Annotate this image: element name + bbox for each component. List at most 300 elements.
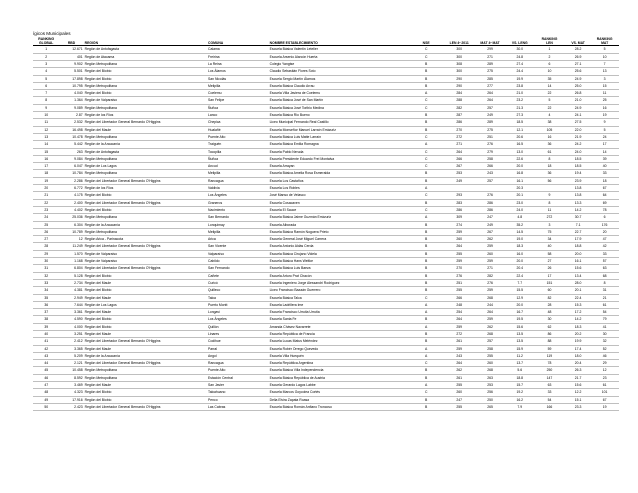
cell-rank-mat: 32 — [590, 338, 619, 345]
cell-nse: B — [407, 221, 444, 228]
cell-len2011: 272 — [445, 330, 474, 337]
cell-nse: A — [407, 323, 444, 330]
cell-rbd: 9.902 — [59, 61, 83, 68]
cell-global: 38 — [33, 316, 59, 323]
cell-rank-len: 1 — [533, 46, 566, 53]
header-rank-len: LEN — [533, 41, 566, 46]
cell-rank-mat: 19 — [590, 403, 619, 410]
cell-len2011: 267 — [445, 163, 474, 170]
cell-mat2011: 275 — [474, 126, 507, 133]
cell-rank-len: 38 — [533, 119, 566, 126]
cell-len2011: 251 — [445, 279, 474, 286]
cell-comuna: Cañete — [207, 272, 269, 279]
cell-rbd: 5.209 — [59, 352, 83, 359]
cell-region: Región del Biobío — [84, 272, 207, 279]
cell-mat2011: 255 — [474, 352, 507, 359]
cell-comuna: San Bernardo — [207, 214, 269, 221]
table-row — [33, 82, 619, 89]
cell-mat2011: 262 — [474, 323, 507, 330]
cell-rbd: 6.304 — [59, 221, 83, 228]
table-row — [33, 389, 619, 396]
cell-rank-mat: 30 — [590, 330, 619, 337]
cell-rank-mat: 63 — [590, 265, 619, 272]
cell-global: 24 — [33, 214, 59, 221]
cell-comuna: Puerto Montt — [207, 301, 269, 308]
cell-mat2011: 259 — [474, 243, 507, 250]
cell-rbd: 2.423 — [59, 403, 83, 410]
cell-nse: B — [407, 243, 444, 250]
table-row — [33, 323, 619, 330]
cell-nombre: Escuela Básica Hans Weitke — [269, 258, 408, 265]
cell-rank-len: 59 — [533, 345, 566, 352]
cell-vs-mat: 22.0 — [566, 126, 590, 133]
cell-rank-mat: 78 — [590, 206, 619, 213]
cell-nombre: Escuela Básica Talca — [269, 294, 408, 301]
cell-region: Región del Libertador General Bernardo O'Higgins — [84, 338, 207, 345]
cell-nse: B — [407, 265, 444, 272]
cell-nombre: Escuela Alborada — [269, 221, 408, 228]
table-row — [33, 396, 619, 403]
cell-vs-len: 15.9 — [507, 345, 533, 352]
cell-rank-mat: 68 — [590, 272, 619, 279]
cell-global: 44 — [33, 360, 59, 367]
cell-len2011: 284 — [445, 90, 474, 97]
cell-len2011: 290 — [445, 75, 474, 82]
cell-nombre: Escuela Ingeniero Jorge Alessandri Rodríguez — [269, 279, 408, 286]
cell-rank-mat: 39 — [590, 155, 619, 162]
cell-rbd: 25.036 — [59, 214, 83, 221]
cell-vs-len: 16.8 — [507, 170, 533, 177]
cell-nombre: Escuela Ladrillera Ime — [269, 301, 408, 308]
cell-rank-len: 8 — [533, 155, 566, 162]
cell-comuna: San Javier — [207, 382, 269, 389]
cell-nombre: Escuela Básica Jaime Guzmán Errázuriz — [269, 214, 408, 221]
cell-nse: B — [407, 170, 444, 177]
cell-comuna: Talcahuano — [207, 389, 269, 396]
cell-len2011: 282 — [445, 104, 474, 111]
header-vs-mat: VS. MAT — [566, 41, 590, 46]
cell-len2011: 276 — [445, 272, 474, 279]
cell-len2011: 288 — [445, 97, 474, 104]
cell-region: Región de Antofagasta — [84, 148, 207, 155]
cell-rbd: 10.795 — [59, 82, 83, 89]
cell-mat2011: 282 — [474, 272, 507, 279]
cell-len2011: 264 — [445, 316, 474, 323]
cell-rank-mat: 20 — [590, 228, 619, 235]
cell-mat2011: 258 — [474, 155, 507, 162]
cell-global: 21 — [33, 192, 59, 199]
cell-nse: B — [407, 199, 444, 206]
cell-nombre: Escuela Cosacaven — [269, 199, 408, 206]
cell-nombre: Escuela Gerardo Lagos Labbe — [269, 382, 408, 389]
cell-rank-len: 35 — [533, 75, 566, 82]
cell-rank-mat: 25 — [590, 97, 619, 104]
header-comuna: COMUNA — [207, 41, 269, 46]
cell-comuna: Quilleco — [207, 287, 269, 294]
cell-region: Región de los Ríos — [84, 112, 207, 119]
cell-region: Región del Libertador General Bernardo O'Higgins — [84, 403, 207, 410]
cell-global: 50 — [33, 403, 59, 410]
cell-rank-len: 147 — [533, 374, 566, 381]
cell-region: Región del Biobío — [84, 396, 207, 403]
cell-rank-len: 60 — [533, 287, 566, 294]
cell-len2011: 259 — [445, 345, 474, 352]
cell-nse: B — [407, 112, 444, 119]
cell-rbd: 9.089 — [59, 104, 83, 111]
cell-vs-len: 15.6 — [507, 323, 533, 330]
cell-rank-len: 4 — [533, 112, 566, 119]
cell-nse: C — [407, 389, 444, 396]
table-row — [33, 403, 619, 410]
cell-nse: B — [407, 367, 444, 374]
table-row — [33, 360, 619, 367]
cell-rank-mat: 16 — [590, 104, 619, 111]
cell-vs-mat: 22.4 — [566, 294, 590, 301]
cell-rank-len: 22 — [533, 104, 566, 111]
cell-vs-len: 19.9 — [507, 75, 533, 82]
cell-rank-len: 16 — [533, 133, 566, 140]
cell-region: Región de la Araucanía — [84, 141, 207, 148]
cell-global: 37 — [33, 309, 59, 316]
cell-rbd: 2.734 — [59, 279, 83, 286]
cell-len2011: 255 — [445, 250, 474, 257]
cell-rbd: 16.498 — [59, 126, 83, 133]
cell-rank-len: 62 — [533, 323, 566, 330]
cell-comuna: Parral — [207, 345, 269, 352]
cell-vs-mat: 13.8 — [566, 192, 590, 199]
cell-len2011: 255 — [445, 382, 474, 389]
cell-global: 49 — [33, 396, 59, 403]
cell-mat2011: 268 — [474, 330, 507, 337]
cell-vs-len: 19.0 — [507, 236, 533, 243]
cell-vs-len: 16.2 — [507, 396, 533, 403]
table-row — [33, 272, 619, 279]
cell-comuna: Calama — [207, 46, 269, 53]
header-rank-len-top: RANKING — [541, 37, 558, 41]
cell-global: 13 — [33, 133, 59, 140]
cell-global: 18 — [33, 170, 59, 177]
cell-nse: C — [407, 104, 444, 111]
cell-rbd: 4.402 — [59, 206, 83, 213]
table-row — [33, 301, 619, 308]
cell-nombre: Escuela Santa Fe — [269, 316, 408, 323]
cell-vs-mat: 26.9 — [566, 53, 590, 60]
cell-region: Región de Antofagasta — [84, 46, 207, 53]
table-row — [33, 206, 619, 213]
cell-rank-len: 2 — [533, 53, 566, 60]
cell-mat2011 — [474, 185, 507, 192]
cell-rbd: 2.949 — [59, 294, 83, 301]
cell-rbd: 2.87 — [59, 112, 83, 119]
cell-mat2011: 257 — [474, 338, 507, 345]
cell-rank-mat: 19 — [590, 112, 619, 119]
cell-len2011: 309 — [445, 214, 474, 221]
cell-region: Región del Libertador General Bernardo O'Higgins — [84, 119, 207, 126]
cell-rbd: 10.784 — [59, 170, 83, 177]
cell-len2011: 262 — [445, 367, 474, 374]
cell-vs-mat: 17.2 — [566, 309, 590, 316]
cell-vs-mat: 28.0 — [566, 279, 590, 286]
table-row — [33, 148, 619, 155]
cell-mat2011: 271 — [474, 53, 507, 60]
cell-nse: B — [407, 228, 444, 235]
cell-vs-len: 22.6 — [507, 155, 533, 162]
cell-nse: C — [407, 148, 444, 155]
cell-vs-mat: 24.9 — [566, 75, 590, 82]
cell-vs-len: 16.5 — [507, 141, 533, 148]
cell-len2011: 255 — [445, 287, 474, 294]
header-nse: NSE — [407, 41, 444, 46]
cell-rbd: 11.249 — [59, 243, 83, 250]
cell-region: Región Metropolitana — [84, 170, 207, 177]
cell-global: 40 — [33, 330, 59, 337]
cell-global: 45 — [33, 367, 59, 374]
cell-global: 1 — [33, 46, 59, 53]
cell-rbd: 8.592 — [59, 374, 83, 381]
cell-mat2011: 279 — [474, 148, 507, 155]
cell-vs-mat: 20.1 — [566, 287, 590, 294]
cell-comuna: Valdivia — [207, 185, 269, 192]
cell-nse: B — [407, 374, 444, 381]
cell-vs-len: 27.3 — [507, 112, 533, 119]
cell-region: Región del Biobío — [84, 68, 207, 75]
cell-comuna: La Reina — [207, 61, 269, 68]
cell-rbd: 2.400 — [59, 199, 83, 206]
cell-rank-mat: 13 — [590, 68, 619, 75]
cell-vs-len: 19.2 — [507, 389, 533, 396]
cell-len2011: 283 — [445, 199, 474, 206]
cell-mat2011: 259 — [474, 316, 507, 323]
cell-vs-mat: 20.2 — [566, 330, 590, 337]
cell-rbd: 4.040 — [59, 90, 83, 97]
cell-nse: C — [407, 97, 444, 104]
cell-rbd: 5.128 — [59, 272, 83, 279]
cell-rbd: 3.365 — [59, 345, 83, 352]
cell-len2011: 266 — [445, 294, 474, 301]
cell-region: Región del Maule — [84, 345, 207, 352]
table-row — [33, 90, 619, 97]
cell-global: 42 — [33, 345, 59, 352]
cell-region: Región del Biobío — [84, 389, 207, 396]
cell-rank-len: 58 — [533, 250, 566, 257]
cell-nombre: Escuela Básica Luis Baeza — [269, 265, 408, 272]
cell-nse: B — [407, 61, 444, 68]
cell-mat2011: 257 — [474, 104, 507, 111]
cell-comuna: Rancagua — [207, 360, 269, 367]
cell-region: Región de la Araucanía — [84, 352, 207, 359]
cell-nombre: Escuela General José Miguel Carrera — [269, 236, 408, 243]
cell-comuna: Los Ángeles — [207, 192, 269, 199]
cell-comuna: Ñuñoa — [207, 104, 269, 111]
cell-global: 7 — [33, 90, 59, 97]
cell-rank-len: 82 — [533, 294, 566, 301]
cell-nombre: Escuela Básica Villa Independencia — [269, 367, 408, 374]
table-row — [33, 68, 619, 75]
cell-len2011: 261 — [445, 338, 474, 345]
cell-global: 48 — [33, 389, 59, 396]
cell-mat2011: 268 — [474, 367, 507, 374]
cell-len2011: 264 — [445, 148, 474, 155]
cell-nse: B — [407, 403, 444, 410]
cell-nse: C — [407, 133, 444, 140]
cell-vs-mat: 13.3 — [566, 199, 590, 206]
cell-comuna: Tocopilla — [207, 148, 269, 155]
cell-len2011: 247 — [445, 396, 474, 403]
cell-rbd: 10.458 — [59, 367, 83, 374]
cell-len2011: 274 — [445, 221, 474, 228]
cell-comuna: Los Álamos — [207, 68, 269, 75]
table-row — [33, 287, 619, 294]
cell-nombre: Escuela Básica Rio Bueno — [269, 112, 408, 119]
cell-rank-len: 27 — [533, 258, 566, 265]
cell-vs-len: 11.2 — [507, 352, 533, 359]
cell-mat2011: 259 — [474, 287, 507, 294]
cell-rank-mat: 57 — [590, 258, 619, 265]
cell-mat2011: 251 — [474, 133, 507, 140]
cell-nombre: Escuela Básica Román Anfiano Troncoso — [269, 403, 408, 410]
cell-global: 20 — [33, 185, 59, 192]
cell-nse: B — [407, 338, 444, 345]
cell-vs-len: 20.6 — [507, 133, 533, 140]
cell-rank-mat: 11 — [590, 90, 619, 97]
cell-mat2011: 262 — [474, 236, 507, 243]
cell-rbd: 5.501 — [59, 68, 83, 75]
cell-vs-len: 20.0 — [507, 163, 533, 170]
cell-vs-mat: 17.9 — [566, 236, 590, 243]
cell-rank-mat: 12 — [590, 367, 619, 374]
cell-nse: B — [407, 82, 444, 89]
cell-mat2011: 253 — [474, 382, 507, 389]
cell-rbd: 4.323 — [59, 389, 83, 396]
cell-rank-len: 151 — [533, 279, 566, 286]
cell-nombre: Escuela Presidente Eduardo Frei Montalva — [269, 155, 408, 162]
cell-vs-len: 16.7 — [507, 309, 533, 316]
cell-rank-len: 63 — [533, 382, 566, 389]
cell-comuna: Chepica — [207, 119, 269, 126]
table-row — [33, 330, 619, 337]
cell-vs-mat: 23.3 — [566, 403, 590, 410]
cell-global: 34 — [33, 287, 59, 294]
cell-nombre: Escuela Marcos Goycolea Cortés — [269, 389, 408, 396]
cell-region: Región Metropolitana — [84, 104, 207, 111]
cell-nombre: Escuela Básica Ramón Noguera Prieto — [269, 228, 408, 235]
cell-rbd: 10.789 — [59, 228, 83, 235]
header-rank-mat: MAT — [590, 41, 619, 46]
cell-region: Región de Los Lagos — [84, 163, 207, 170]
cell-comuna: Lonquimay — [207, 221, 269, 228]
cell-comuna: San Felipe — [207, 97, 269, 104]
cell-global: 41 — [33, 338, 59, 345]
cell-mat2011: 250 — [474, 396, 507, 403]
cell-vs-len: 7.9 — [507, 403, 533, 410]
cell-comuna: Melipilla — [207, 228, 269, 235]
cell-len2011: 249 — [445, 177, 474, 184]
cell-vs-mat: 24.9 — [566, 104, 590, 111]
cell-global: 43 — [33, 352, 59, 359]
table-row — [33, 345, 619, 352]
cell-mat2011: 267 — [474, 228, 507, 235]
cell-comuna: Longaví — [207, 309, 269, 316]
cell-mat2011: 268 — [474, 294, 507, 301]
cell-nombre: Colegio Yangtse — [269, 61, 408, 68]
cell-vs-len: 35.2 — [507, 221, 533, 228]
cell-len2011: 259 — [445, 258, 474, 265]
cell-vs-mat: 19.9 — [566, 338, 590, 345]
cell-rank-len: 105 — [533, 126, 566, 133]
cell-comuna: Cabildo — [207, 258, 269, 265]
cell-vs-len: 20.1 — [507, 192, 533, 199]
cell-nombre: Escuela Antonio Aldás Cerda — [269, 243, 408, 250]
cell-vs-len: 13.5 — [507, 338, 533, 345]
cell-vs-mat: 18.5 — [566, 163, 590, 170]
cell-nombre: Escuela Villa Javiera de Coelemu — [269, 90, 408, 97]
cell-vs-len: 27.4 — [507, 61, 533, 68]
cell-rank-len: 5 — [533, 97, 566, 104]
header-vs-len: VS. LENG — [507, 41, 533, 46]
cell-global: 10 — [33, 112, 59, 119]
cell-comuna: Penco — [207, 396, 269, 403]
cell-region: Región del Libertador General Bernardo O'Higgins — [84, 199, 207, 206]
header-len2011: LEN 4º 2011 — [445, 41, 474, 46]
cell-vs-mat: 18.3 — [566, 323, 590, 330]
cell-region: Región del Libertador General Bernardo O'Higgins — [84, 360, 207, 367]
cell-rank-mat: 5 — [590, 46, 619, 53]
cell-global: 19 — [33, 177, 59, 184]
cell-nse: C — [407, 46, 444, 53]
cell-nse: A — [407, 90, 444, 97]
cell-nse: C — [407, 53, 444, 60]
cell-mat2011: 264 — [474, 97, 507, 104]
cell-vs-len: 16.0 — [507, 250, 533, 257]
cell-comuna: Nacimiento — [207, 206, 269, 213]
table-row — [33, 279, 619, 286]
cell-nombre: Liceo Municipal Fernando Real Castillo — [269, 119, 408, 126]
table-row — [33, 185, 619, 192]
cell-nse: B — [407, 177, 444, 184]
cell-nse: A — [407, 382, 444, 389]
cell-rbd: 263 — [59, 148, 83, 155]
cell-rank-len: 3 — [533, 221, 566, 228]
cell-nse: B — [407, 330, 444, 337]
cell-global: 46 — [33, 374, 59, 381]
cell-nombre: Escuela Los Robles — [269, 185, 408, 192]
cell-rank-mat: 79 — [590, 316, 619, 323]
cell-comuna: Coelemu — [207, 90, 269, 97]
cell-vs-len: 23.8 — [507, 82, 533, 89]
cell-len2011: 266 — [445, 155, 474, 162]
cell-nse: B — [407, 316, 444, 323]
table-row — [33, 338, 619, 345]
cell-vs-mat: 30.7 — [566, 214, 590, 221]
cell-mat2011: 286 — [474, 206, 507, 213]
cell-rbd: 4.590 — [59, 316, 83, 323]
table-row — [33, 119, 619, 126]
cell-comuna: Freirina — [207, 53, 269, 60]
cell-region: Región del Biobío — [84, 287, 207, 294]
cell-rank-len — [533, 185, 566, 192]
cell-rbd: 3.251 — [59, 330, 83, 337]
cell-rank-mat: 29 — [590, 360, 619, 367]
cell-region: Región del Maule — [84, 330, 207, 337]
table-row — [33, 214, 619, 221]
cell-vs-mat: 22.7 — [566, 228, 590, 235]
cell-rank-len: 9 — [533, 192, 566, 199]
cell-vs-len: 5.6 — [507, 367, 533, 374]
cell-region: Región del Maule — [84, 279, 207, 286]
table-row — [33, 155, 619, 162]
cell-comuna: Ancud — [207, 163, 269, 170]
cell-rank-mat: 69 — [590, 199, 619, 206]
